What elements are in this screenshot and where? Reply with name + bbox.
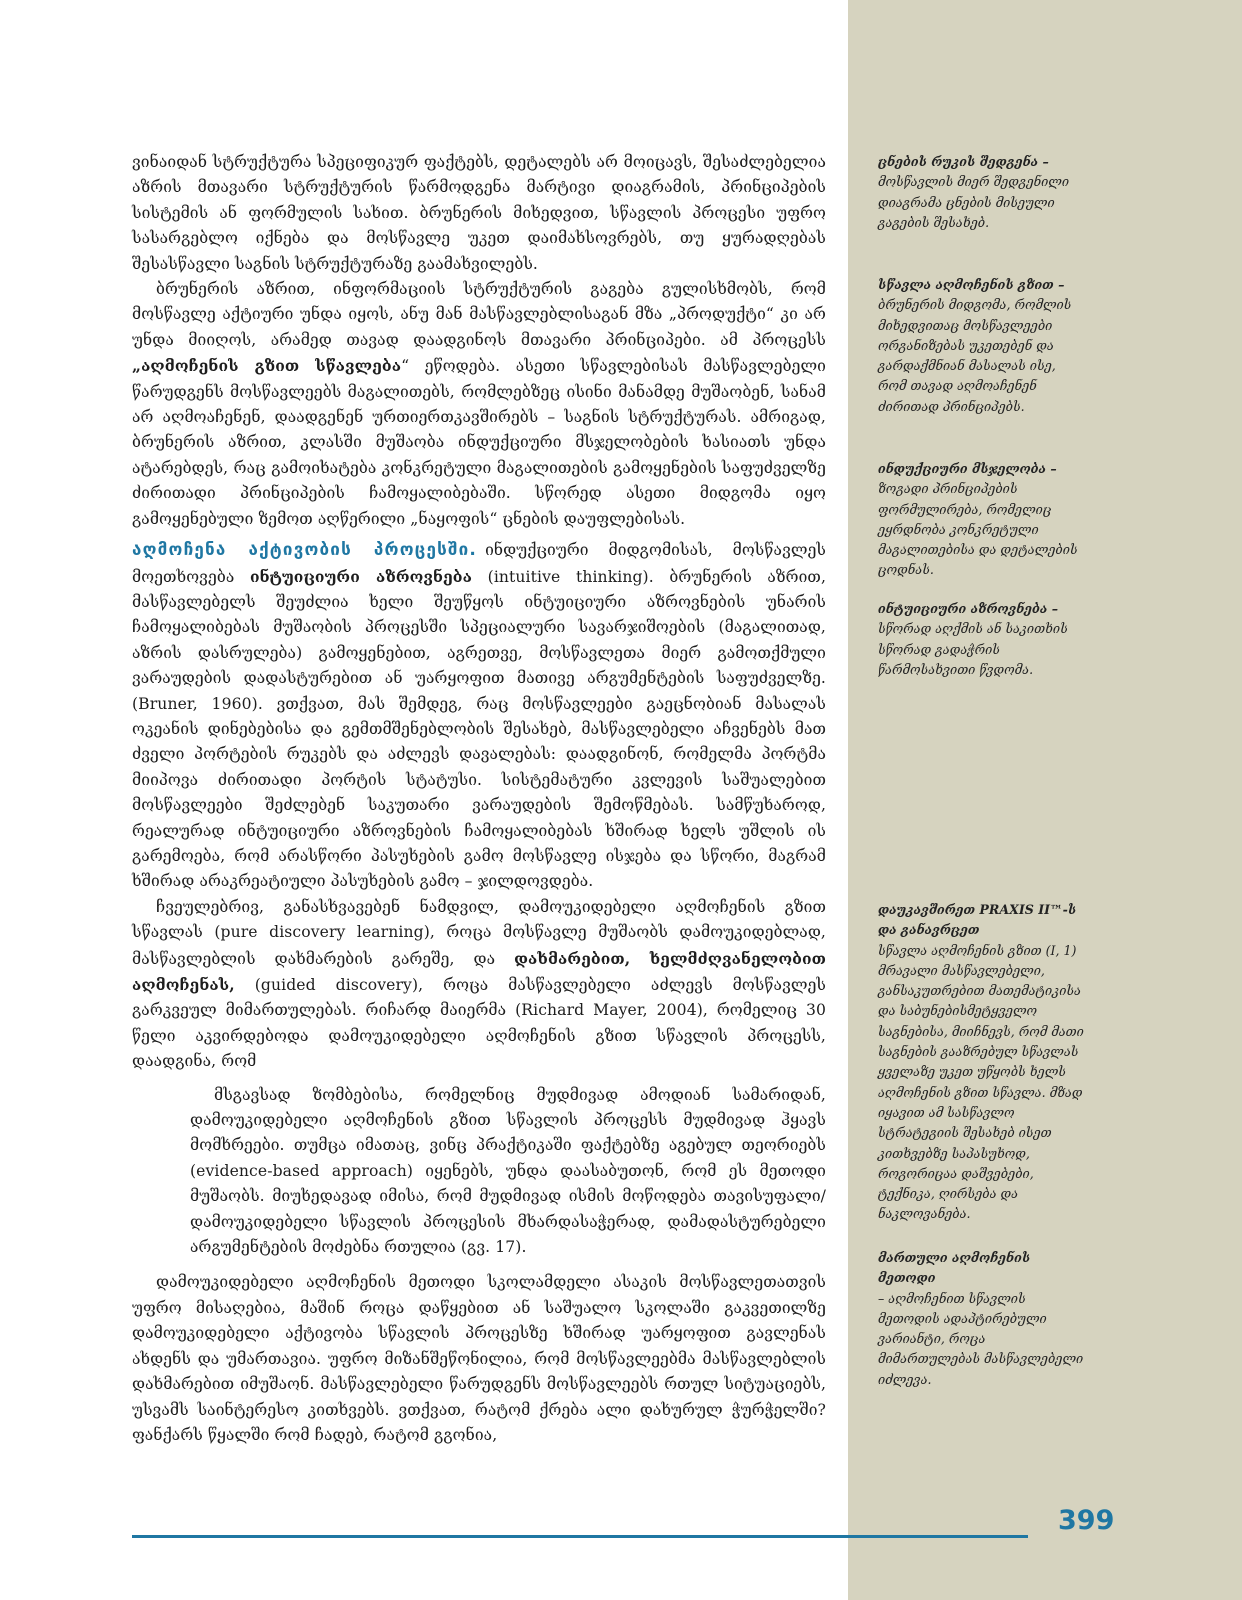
paragraph-discovery-learning: ბრუნერის აზრით, ინფორმაციის სტრუქტურის გაგება გულისხმობს, რომ მოსწავლე აქტიური უნდა იყოს, ანუ მან მასწავლებლისაგან მზა „პროდუქტი“ კი არ უნდა მიიღოს, არამედ თავად დაადგინოს მთავარი პრინციპები. ამ პროცესს „აღმოჩენის გზით სწავლება“ ეწოდება. ასეთი სწავლებისას მასწავლებელი წარუდგენს მოსწავლეებს მაგალითებს, რომლებზეც ისინი მანამდე მუშაობენ, სანამ არ აღმოაჩენენ, დაადგენენ ურთიერთკავშირებს – საგნის სტრუქტურას. ამრიგად, ბრუნერის აზრით, კლასში მუშაობა ინდუქციური მსჯელობების ხასიათს უნდა ატარებდეს, რაც გამოიხატება კონკრეტული მაგალითების გამოყენების საფუძველზე ძირითადი პრინციპების ჩამოყალიბებაში. სწორედ ასეთი მიდგომა იყო გამოყენებული ზემოთ აღწერილი „ნაყოფის“ ცნების დაუფლებისას. — [132, 280, 826, 528]
term-intuitive-thinking: ინტუიციური აზროვნება — [249, 566, 473, 586]
glossary-discovery-learning: სწავლა აღმოჩენის გზით – ბრუნერის მიდგომა, რომლის მიხედვითაც მოსწავლეები ორგანიზებას უკეთებენ და გარდაქმნიან მასალას ისე, რომ თავად აღმოაჩენენ ძირითად პრინციპებს. — [878, 277, 1072, 414]
paragraph-structure: ვინაიდან სტრუქტურა სპეციფიკურ ფაქტებს, დეტალებს არ მოიცავს, შესაძლებელია აზრის მთავარი სტრუქტურის წარმოდგენა მარტივი დიაგრამის, პრინციპების სისტემის ან ფორმულის სახით. ბრუნერის მიხედვით, სწავლის პროცესი უფრო სასარგებლო იქნება და მოსწავლე უკეთ დაიმახსოვრებს, თუ ყურადღებას შესასწავლი საგნის სტრუქტურაზე გაამახვილებს. — [132, 153, 826, 273]
glossary-inductive-reasoning: ინდუქციური მსჯელობა – ზოგადი პრინციპების ფორმულირება, რომელიც ეყრდნობა კონკრეტული მაგალითებისა და დეტალების ცოდნას. — [878, 461, 1078, 578]
page-number: 399 — [1058, 1505, 1115, 1536]
main-text-column — [132, 150, 826, 1448]
term-guided-discovery: დახმარებით, ხელმძღვანელობით აღმოჩენას, — [132, 948, 826, 994]
praxis-connect-box: დაუკავშირეთ PRAXIS II™-ს და განავრცეთ სწავლა აღმოჩენის გზით (I, 1) მრავალი მასწავლებელი, განსაკუთრებით მათემატიკისა და საბუნებისმეტყველო საგნებისა, მიიჩნევს, რომ მათი საგნების გააზრებულ სწავლას ყველაზე უკეთ უწყობს ხელს აღმოჩენის გზით სწავლა. მზად იყავით ამ სასწავლო სტრატეგიის შესახებ ისეთ კითხვებზე საპასუხოდ, როგორიცაა დაშვებები, ტექნიკა, ღირსება და ნაკლოვანება. — [878, 902, 1084, 1222]
glossary-concept-mapping: ცნების რუკის შედგენა – მოსწავლის მიერ შედგენილი დიაგრამა ცნების მისეული გაგების შესახებ. — [878, 154, 1070, 230]
glossary-guided-discovery: მართული აღმოჩენის მეთოდი – აღმოჩენით სწავლის მეთოდის ადაპტირებული ვარიანტი, როცა მიმართულებას მასწავლებელი იძლევა. — [878, 1250, 1084, 1387]
paragraph-active-discovery: აღმოჩენა აქტივობის პროცესში. ინდუქციური მიდგომისას, მოსწავლეს მოეთხოვება ინტუიციური აზროვნება (intuitive thinking). ბრუნერის აზრით, მასწავლებელს შეუძლია ხელი შეუწყოს ინტუიციური აზროვნების უნარის ჩამოყალიბებას მუშაობის პროცესში სპეციალური სავარჯიშოების (მაგალითად, აზრის დასრულება) გამოყენებით, აგრეთვე, მოსწავლეთა მიერ გამოთქმული ვარაუდების დადასტურებით ან უარყოფით მათივე არგუმენტების საფუძველზე. (Bruner, 1960). ვთქვათ, მას შემდეგ, რაც მოსწავლეები გაეცნობიან მასალას ოკეანის დინებებისა და გემთმშენებლობის შესახებ, მასწავლებელი აჩვენებს მათ ძველი პორტების რუკებს და აძლევს დავალებას: დაადგინონ, რომელმა პორტმა მიიპოვა ძირითადი პორტის სტატუსი. სისტემატური კვლევის საშუალებით მოსწავლეები შეძლებენ საკუთარი ვარაუდების შემოწმებას. სამწუხაროდ, რეალურად ინტუიციური აზროვნების ჩამოყალიბებას ხშირად ხელს უშლის ის გარემოება, რომ არასწორი პასუხების გამო მოსწავლე ისჯება და სწორი, მაგრამ ხშირად არაკრეატიული პასუხების გამო – ჯილდოვდება. — [132, 540, 827, 891]
term-discovery-learning: „აღმოჩენის გზით სწავლება — [132, 356, 402, 376]
paragraph-guided-discovery: ჩვეულებრივ, განასხვავებენ ნამდვილ, დამოუკიდებელი აღმოჩენის გზით სწავლას (pure discovery learning), როცა მოსწავლე მუშაობს დამოუკიდებლად, მასწავლებლის დახმარების გარეშე, და დახმარებით, ხელმძღვანელობით აღმოჩენას, (guided discovery), როცა მასწავლებელი აძლევს მოსწავლეს გარკვეულ მიმართულებას. რიჩარდ მაიერმა (Richard Mayer, 2004), რომელიც 30 წელი აკვირდებოდა დამოუკიდებელი აღმოჩენის გზით სწავლის პროცესს, დაადგინა, რომ — [132, 897, 826, 1071]
section-heading: აღმოჩენა აქტივობის პროცესში. — [132, 540, 478, 561]
block-quote-mayer: მსგავსად ზომბებისა, რომელნიც მუდმივად ამოდიან სამარიდან, დამოუკიდებელი აღმოჩენის გზით სწავლის პროცესს მუდმივად ჰყავს მომხრეები. თუმცა იმათაც, ვინც პრაქტიკაში ფაქტებზე აგებულ თეორიებს (evidence-based approach) იყენებს, უნდა დაასაბუთონ, რომ ეს მეთოდი მუშაობს. მიუხედავად იმისა, რომ მუდმივად ისმის მოწოდება თავისუფალი/დამოუკიდებელი სწავლის პროცესის მხარდასაჭერად, დამადასტურებელი არგუმენტების მოძებნა რთულია (გვ. 17). — [190, 1085, 826, 1257]
glossary-intuitive-thinking: ინტუიციური აზროვნება – სწორად აღქმის ან საკითხის სწორად გადაჭრის წარმოსახვითი წვდომა. — [878, 601, 1068, 677]
footer-rule — [132, 1535, 1028, 1538]
paragraph-pure-discovery-age: დამოუკიდებელი აღმოჩენის მეთოდი სკოლამდელი ასაკის მოსწავლეთათვის უფრო მისაღებია, მაშინ როცა დაწყებით ან საშუალო სკოლაში გაკვეთილზე დამოუკიდებელი აქტივობა სწავლის პროცესზე ხშირად უარყოფით გავლენას ახდენს და უმართავია. უფრო მიზანშეწონილია, რომ მოსწავლეებმა მასწავლებლის დახმარებით იმუშაონ. მასწავლებელი წარუდგენს მოსწავლეებს რთულ სიტუაციებს, უსვამს საინტერესო კითხვებს. ვთქვათ, რატომ ქრება ალი დახურულ ჭურჭელში? ფანქარს წყალში რომ ჩადებ, რატომ გგონია, — [132, 1273, 826, 1444]
